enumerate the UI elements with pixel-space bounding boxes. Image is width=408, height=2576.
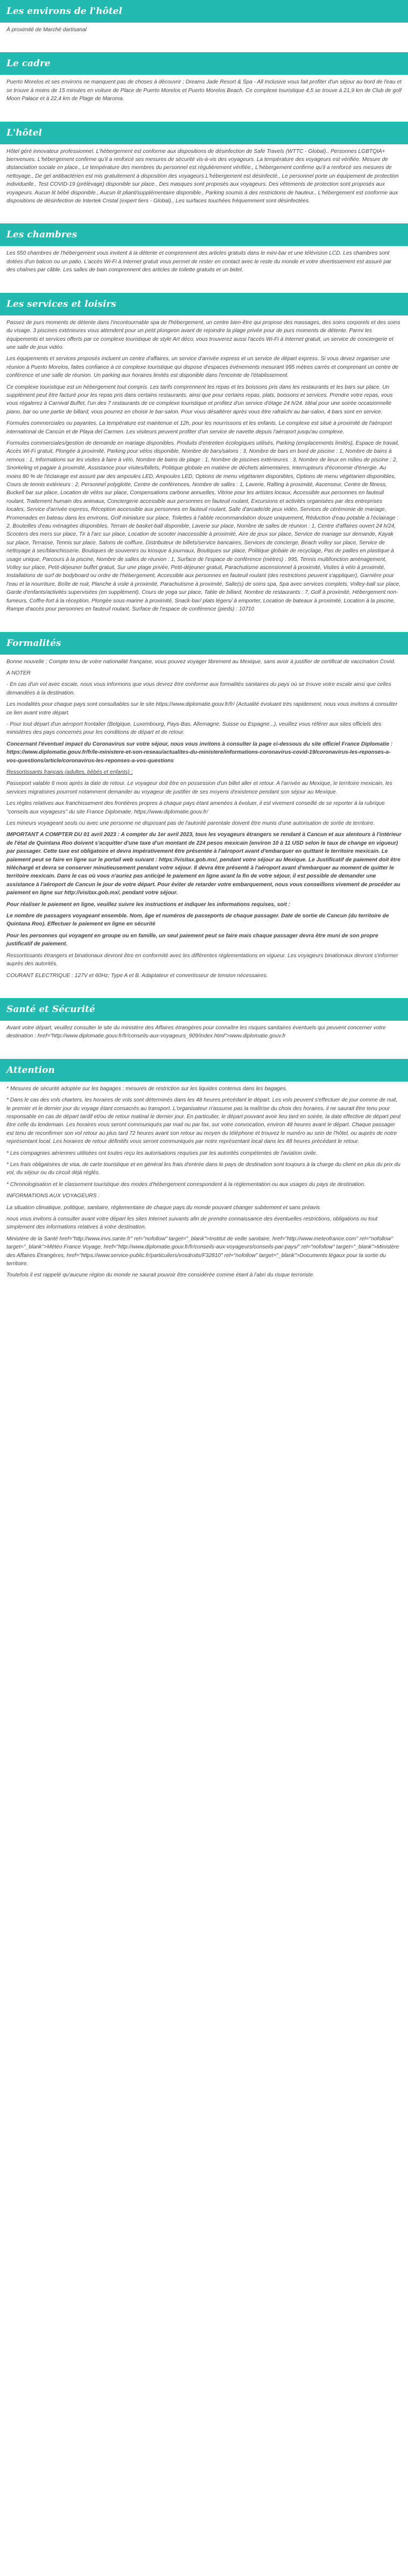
section-title-chambres: Les chambres [0, 223, 408, 246]
section-title-environs: Les environs de l'hôtel [0, 0, 408, 23]
services-text-spa: Passez de purs moments de détente dans l'incontournable spa de l'hébergement, un centre bien-être qui propose des massages, des soins corporels et des soins du visage. 3 piscines extérieures vous attendent pour un petit plongeon avant de rejoindre la plage privée pour de purs moments de détente. Parmi les équipements et services offerts par ce complexe touristique de style Art déco, vous trouverez aussi l'accès Wi-Fi à Internet gratuit, un service de conciergerie et une salle de jeux vidéo. [6, 319, 400, 350]
section-body-services [0, 315, 408, 622]
hotel-text: Hôtel géré innovateur professionnel. L'hébergement est conforme aux dispositions de désinfection de Safe Travels (WTTC - Global)., Personnes LGBTQIA+ bienvenues. L'hébergement confirme qu'il a renforcé ses mesures de sécurité vis-à-vis des voyageurs. La température des voyageurs est vérifiée. Mesure de distanciation sociale en place., Le température des membres du personnel est régulièrement vérifiée., L'hébergement confirme qu'il a renforcé ses mesures de nettoyage., De gel antibactérien est mis gratuitement à disposition des voyageurs.L'hébergement est désinfecté., Le personnel porte un équipement de protection individuelle., Test COVID-19 (prélèvage) disponible sur place., Des masques sont proposés aux voyageurs. Des vêtements de protection sont proposés aux voyageurs. Aucun lit bébé disponible., Aucun lit pliant/supplémentaire disponible., Parking soumis à des restrictions de hauteur., L'hébergement est conforme aux dispositions de désinfection de Intertek Cristal (expert tiers - Global)., Les surfaces touchées fréquemment sont désinfectées. [6, 148, 399, 205]
sante-text: Avant votre départ, veuillez consulter le site du ministère des Affaires étrangères pour connaître les risques sanitaires éventuels qui peuvent concerner votre destination : href="http://www.diplomatie.gouv.fr/fr/conseils-aux-voyageurs_909/index.html">www.diplomatie.gouv.fr [6, 1024, 386, 1040]
services-text-formules: Formules commerciales ou payantes. La température est maintenue et 12h, pour les nourrissons et les enfants. Le complexe est situé à proximité de l'aéroport international de Cancún et de Playa del Carmen. Les visiteurs peuvent profiter d'un service de navette depuis l'aéroport jusqu'au complexe. [6, 420, 392, 435]
formalites-intro: Bonne nouvelle ; Compte tenu de votre nationalité française, vous pouvez voyager librement au Mexique, sans avoir à justifier de certificat de vaccination Covid. [6, 658, 396, 665]
formalites-a-noter: A NOTER [6, 670, 31, 676]
services-text-amenities: Formules commerciales/gestion de demande en mariage disponibles. Produits d'entretien écologiques utilisés, Parking (emplacements limités), Espace de travail, Accès Wi-Fi gratuit, Plongée à proximité, Parking pour vélos disponible, Nombre de bars/salons : 3, Nombre de bars en bord de piscine : 1, Nombre de bains à remous : 1, Informations sur les visites à faire à vélo, Nombre de bains de plage : 1, Nombre de piscines extérieures : 3, Nombre de lieux en milieu de piscine : 2, Snorkeling et pagaie à proximité, Assistance pour visites/billets, Politique globale en matière de déchets alimentaires, Interrupteurs d'économie d'énergie. Au moins 80 % de l'éclairage est assuré par des ampoules LED, Ampoules LED, Options de menu végétarien disponibles, Options de menu végétarien disponibles, Cours de tennis extérieurs : 2, Personnel polyglotte, Centre de conférences, Nombre de salles : 1, Laverie, Rafting à proximité, Ascenseur, Centre de fitness, Buckell bar sur place, Location de vélos sur place, Compensations carbone annuelles, Vitrine pour les artistes locaux, Accessible aux personnes en fauteuil roulant, Traitement humain des animaux, Conciergerie accessible aux personnes en fauteuil roulant, Excursions et activités organisées par des entreprises locales, Service d'arrivée express, Réception accessible aux personnes en fauteuil roulant, Salle d'arcade/de jeux vidéo, Services de cérémonie de mariage, Promenades en bateau dans les environs, Golf miniature sur place, Toilettes à l'abble recommandation douze uniquement, Réduction d'eau potable à l'éclairage : 2, Bouteilles d'eau ménagées disponibles, Terrain de basket-ball disponible, Laverie sur place, Nombre de salles de réunion : 1, Centre d'affaires ouvert 24 h/24, Scooters des mers sur place, Tir à l'arc sur place, Location de scooter inaccessible à proximité, Aire de jeux sur place, Service de mariage sur demande, Kayak sur place, Terrasse, Tennis sur place, Salons de coiffure, Distributeur de billets/service bancaires, Services de concierge, Beach volley sur place, Service de nettoyage à sec/blanchisserie, Boutiques de souvenirs ou kiosque à journaux, Boutiques sur place, Politique globale de recyclage, Pas de pailles en plastique à usage unique, Parcours à la piscine, Nombre de salles de réunion : 1, Surface de l'espace de conférence (mètres) : 995, Tennis multifonction aménagement, Volley sur place, Petit-déjeuner buffet gratuit, Sur une plage privée, Petit-déjeuner gratuit, Parachutisme ascensionnel à proximité, Visites à vélo à proximité, Installations de surf de bodyboard ou ordre de l'hébergement, Accessible aux personnes en fauteuil roulant (des restrictions peuvent s'appliquer), Garnière pour l'eau et la nourriture, Boîte de nuit, Planche à voile à proximité, Parachutisme à proximité, Salle(s) de soins spa, Spa avec services complets, Volley-ball sur place, Garde d'enfants/activités supervisées (en supplément), Cours de yoga sur place, Table de billard, Nombre de restaurants : 7, Golf à proximité, Hébergement non-fumeurs, Coffre-fort à la réception, Plongée sous-marine à proximité, Snack-bar/ plats légers/ à emporter, Location de bateaux à proximité, Location à la piscine, Rampe d'accès pour personnes en fauteuil roulant, Surface de l'espace de conférence (pieds) : 10710 [6, 440, 401, 613]
services-text-business: Les équipements et services proposés incluent un centre d'affaires, un service d'arrivée express et un service de départ express. Si vous devez organiser une réunion à Puerto Morelos, faites confiance à ce complexe touristique qui dispose d'espaces événements mesurant 995 mètres carrés et comprenant un centre de conférence et une salle de réunion. Un parking aux horaires limités est disponible dans l'enceinte de l'établissement. [6, 356, 398, 379]
formalites-groupe: Pour les personnes qui voyagent en groupe ou en famille, un seul paiement peut se faire mais chaque passager devra être muni de son propre justificatif de paiement. [6, 932, 378, 947]
attention-invitons: nous vous invitons à consulter avant votre départ les sites Internet suivants afin de prendre connaissance des éventuelles restrictions, obligations ou tout simplement des informations relatives à votre destination. [6, 1216, 378, 1231]
section-title-sante: Santé et Sécurité [0, 998, 408, 1021]
section-title-formalites: Formalités [0, 632, 408, 655]
section-body-chambres [0, 246, 408, 283]
chambres-text: Les 550 chambres de l'hébergement vous invitent à la détente et comprennent des articles gratuits dans le mini-bar et une télévision LCD. Les chambres sont dotées d'un balcon ou un patio. L'accès Wi-Fi à Internet gratuit vous permet de rester en contact avec le reste du monde et votre divertissement est assuré par des chaînes par câble. Les salles de bain comprennent des articles de toilette gratuits et un bidet. [6, 250, 392, 273]
divider [0, 283, 408, 293]
cadre-text: Puerto Morelos et ses environs ne manquent pas de choses à découvrir ; Dreams Jade Resort & Spa - All Inclusive vous fait profiter d'un séjour au bord de l'eau et se trouve à moins de 15 minutes en voiture de Place de Puerto Morelos et Puerto Morelos Beach. Ce complexe touristique 4,5 se trouve à 21,9 km de Club de golf Moon Palace et à 22,4 km de Plage de Maroma. [6, 79, 402, 102]
attention-bagages: * Mesures de sécurité adoptée sur les bagages : mesures de restriction sur les liquides contenus dans les bagages. [6, 1085, 287, 1092]
formalites-modalites: Les modalités pour chaque pays sont consultables sur le site https://www.diplomatie.gouv.fr/fr/ (Actualité évoluant très rapidement, nous vous invitons à consulter ce lien avant votre départ. [6, 701, 398, 716]
divider [0, 214, 408, 223]
section-title-cadre: Le cadre [0, 52, 408, 75]
formalites-passeport: Passeport valable 6 mois après la date de retour. Le voyageur doit être en possession d'un billet aller et retour. A l'arrivée au Mexique, le territoire mexicain, les services migratoires pourront notamment demander au voyageur de justifier de ses moyens d'existence pendant son séjour au Mexique. [6, 781, 393, 795]
attention-horaires: * Dans le cas des vols charters, les horaires de vols sont déterminés dans les 48 heures précédant le départ. Les vols peuvent s'effectuer de jour comme de nuit, le premier et le dernier jour du voyage étant consacrés au transport. L'organisateur n'assume pas la maîtrise du choix des horaires, il ne saurait être tenu pour responsable en cas de départ tardif et/ou de retour matinal le dernier jour. En particulier, le départ pouvant avoir lieu tard en soirée, la date effective de départ peut être celle du lendemain. Les horaires vous seront communiqués par mail ou par fax, sur votre convocation, environ 48 heures avant le départ. Chaque passager est tenu de reconfirmer son vol retour au plus tard 72 heures avant son retour au moyen du téléphone et trouvez le numéro au sein de l'hôtel, ou auprès de notre représentant local. Les horaires de retour définitifs vous seront communiqués par notre représentant local dans les 48 heures précédant le retour. [6, 1097, 401, 1145]
section-body-hotel [0, 144, 408, 214]
formalites-courant: COURANT ELECTRIQUE : 127V et 60Hz; Type A et B. Adaptateur et convertisseur de tension nécessaires. [6, 972, 268, 979]
formalites-mineurs: Les mineurs voyageant seuls ou avec une personne ne disposant pas de l'autorité parentale doivent être munis d'une autorisation de sortie de territoire. [6, 820, 375, 826]
attention-compagnies: * Les compagnies aériennes utilisées ont toutes reçu les autorisations requises par les autorités compétentes de l'aviation civile. [6, 1150, 318, 1156]
section-body-formalites [0, 655, 408, 988]
attention-frais: * Les frais obligatoires de visa, de carte touristique et en général les frais d'entrée dans le pays de destination sont toujours à la charge du client en plus du prix du vol, du séjour ou du circuit déjà réglés. [6, 1161, 400, 1176]
section-title-services: Les services et loisirs [0, 293, 408, 315]
formalites-paiement-intro: Pour réaliser le paiement en ligne, veuillez suivre les instructions et indiquer les informations requises, soit : [6, 901, 291, 908]
attention-terrorisme: Toutefois il est rappelé qu'aucune région du monde ne saurait pouvoir être considérée comme étant à l'abri du risque terroriste. [6, 1272, 315, 1279]
divider [0, 1049, 408, 1059]
formalites-etrangers: Ressortissants étrangers et binationaux devront être en conformité avec les différentes réglementations en vigueur. Les voyageurs binationaux devront s'informer auprès des autorités. [6, 952, 398, 967]
attention-situation: La situation climatique, politique, sanitaire, réglementaire de chaque pays du monde pouvant changer subitement et sans préavis [6, 1204, 320, 1211]
section-body-cadre [0, 75, 408, 111]
divider [0, 622, 408, 632]
attention-classement: * Chronologisation et le classement touristique des modes d'hébergement correspondent à la réglementation ou aux usages du pays de destination. [6, 1181, 365, 1188]
section-title-hotel: L'hôtel [0, 122, 408, 144]
formalites-ressortissants-title: Ressortissants français (adultes, bébés et enfants) : [6, 769, 133, 775]
divider [0, 43, 408, 52]
attention-liens[interactable]: Ministère de la Santé href="http://www.invs.sante.fr" rel="nofollow" target="_blank">Institut de veille sanitaire, href="http://www.meteofrance.com" rel="nofollow" target="_blank">Météo France Voyage, href="http://www.diplomatie.gouv.fr/fr/conseils-aux-voyageurs/conseils-par-pays/" rel="nofollow" target="_blank">Ministère des Affaires Étrangères, href="https://www.service-public.fr/particuliers/vosdroits/F32810" rel="nofollow" target="_blank">Documents légaux pour la sortie du territoire. [6, 1236, 399, 1267]
formalites-escale: - En cas d'un vol avec escale, nous vous informons que vous devrez être conforme aux formalités sanitaires du pays où se trouve votre escale ainsi que celles demandées à la destination. [6, 682, 391, 696]
section-body-attention [0, 1082, 408, 1288]
formalites-frontalier: - Pour tout départ d'un aéroport frontalier (Belgique, Luxembourg, Pays-Bas, Allemagne, Suisse ou Espagne...), veuillez vous référer aux sites officiels des ministères des pays concernés pour les conditions de départ et de retour. [6, 721, 382, 736]
section-title-attention: Attention [0, 1059, 408, 1082]
formalites-important-taxe: IMPORTANT A COMPTER DU 01 avril 2023 : A compter du 1er avril 2023, tous les voyageurs étrangers se rendant à Cancun et aux alentours à l'intérieur de l'état de Quintana Roo doivent s'acquitter d'une taxe d'un montant de 224 pesos mexicain (environ 10 à 11 USD selon le taux de change en vigueur) par passager. Cette taxe est obligatoire et devra impérativement être présentée à l'aéroport avant d'embarquer en quittant le territoire mexicain. Le paiement peut se faire en ligne sur le portail web suivant : https://visitax.gob.mx/, pendant votre séjour au Mexique. Le Justificatif de paiement doit être téléchargé et devra se conserver minutieusement pendant votre séjour. Il devra être présenté à l'aéroport avant d'embarquer au moment de quitter le territoire mexicain. Dans le cas où vous n'auriez pas anticipé le paiement en ligne avant la fin de votre séjour, il est possible de demander une assistance à l'aéroport de Cancun le jour de votre départ. Pour éviter de retarder votre embarquement, nous vous conseillons vivement de procéder au paiement en ligne sur http://visitax.gob.mx/, pendant votre séjour. [6, 832, 402, 896]
environs-text: À proximité de Marché dartisanal [6, 27, 87, 33]
formalites-regles: Les règles relatives aux franchissement des frontières propres à chaque pays étant amenées à évoluer, il est vivement conseillé de se reporter à la rubrique "conseils aux voyageurs" du site France Diplomatie, https://www.diplomatie.gouv.fr/ [6, 801, 385, 815]
divider [0, 988, 408, 998]
divider [0, 112, 408, 122]
attention-info-voyageurs: INFORMATIONS AUX VOYAGEURS : [6, 1193, 100, 1199]
formalites-paiement-liste: Le nombre de passagers voyageant ensemble. Nom, âge et numéros de passeports de chaque passager. Date de sortie de Cancun (du territoire de Quintana Roo). Effectuer le paiement en ligne en sécurité [6, 913, 389, 928]
section-body-sante [0, 1021, 408, 1049]
formalites-coronavirus: Concernant l'éventuel impact du Coronavirus sur votre séjour, nous vous invitons à consulter la page ci-dessous du site officiel France Diplomatie : https://www.diplomatie.gouv.fr/fr/le-ministere-et-son-reseau/actualites-du-ministere/informations-coronavirus-covid-19/coronavirus-les-reponses-a-vos-questions/article/coronavirus-les-reponses-a-vos-questions [6, 741, 393, 764]
section-body-environs [0, 23, 408, 43]
services-text-restaurants: Ce complexe touristique est un hébergement tout compris. Les tarifs comprennent les repas et les boissons pris dans les restaurants et les bars sur place. Un supplément peut être facturé pour les repas pris dans certains restaurants, ainsi que pour certains repas, plats, boissons et services. Prendre votre repas, vous vous régalerez à Carnival Buffet, l'un des 7 restaurants de ce complexe touristique et profitez d'un service d'étage 24 h/24. Idéal pour une soirée occasionnelle piano, bar ou une partie de billard, vous pourrez en choisir le bar-salon. Pour vous désaltérer après vous être rafraîchi au bar-salon, 4 bars sont en service. [6, 384, 393, 415]
